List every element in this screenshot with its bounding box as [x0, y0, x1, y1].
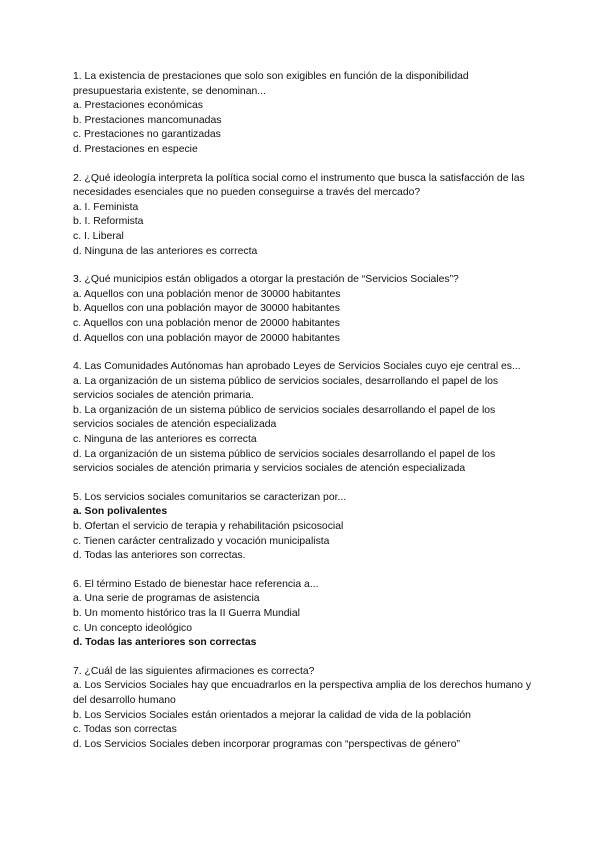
question-3 — [73, 273, 533, 346]
option-d: d. La organización de un sistema público de servicios sociales desarrollando el papel de los servicios sociales de atención primaria y servicios sociales de atención especializada — [73, 448, 496, 475]
option-b: b. Ofertan el servicio de terapia y rehabilitación psicosocial — [73, 521, 344, 533]
option-a: a. Aquellos con una población menor de 30000 habitantes — [73, 288, 341, 300]
question-stem: 2. ¿Qué ideología interpreta la política social como el instrumento que busca la satisfacción de las necesidades esenciales que no pueden conseguirse a través del mercado? — [73, 172, 525, 199]
option-d-correct: d. Todas las anteriores son correctas — [73, 637, 257, 649]
option-c: c. I. Liberal — [73, 230, 124, 242]
option-a-correct: a. Son polivalentes — [73, 506, 168, 518]
question-stem: 6. El término Estado de bienestar hace referencia a... — [73, 578, 319, 590]
option-a: a. Una serie de programas de asistencia — [73, 593, 260, 605]
question-4 — [73, 360, 533, 477]
question-stem: 5. Los servicios sociales comunitarios se caracterizan por... — [73, 491, 347, 503]
option-d: d. Los Servicios Sociales deben incorporar programas con “perspectivas de género” — [73, 738, 460, 750]
question-stem: 7. ¿Cuál de las siguientes afirmaciones es correcta? — [73, 665, 315, 677]
question-6 — [73, 578, 533, 651]
option-d: d. Todas las anteriores son correctas. — [73, 550, 246, 562]
option-d: d. Ninguna de las anteriores es correcta — [73, 245, 258, 257]
option-b: b. Un momento histórico tras la II Guerra Mundial — [73, 608, 300, 619]
question-1 — [73, 70, 533, 158]
option-d: d. Prestaciones en especie — [73, 143, 198, 155]
option-b: b. I. Reformista — [73, 216, 144, 228]
question-2 — [73, 172, 533, 260]
option-b: b. La organización de un sistema público de servicios sociales desarrollando el papel de los servicios sociales de atención especializada — [73, 404, 496, 431]
option-c: c. Tienen carácter centralizado y vocación municipalista — [73, 535, 330, 547]
option-a: a. I. Feminista — [73, 201, 139, 213]
option-a: a. Los Servicios Sociales hay que encuadrarlos en la perspectiva amplia de los derechos humano y del desarrollo humano — [73, 680, 532, 706]
option-c: c. Todas son correctas — [73, 724, 177, 736]
option-a: a. Prestaciones económicas — [73, 100, 203, 112]
question-5 — [73, 491, 533, 564]
option-c: c. Prestaciones no garantizadas — [73, 129, 221, 141]
question-stem: 3. ¿Qué municipios están obligados a otorgar la prestación de “Servicios Sociales”? — [73, 274, 459, 286]
option-d: d. Aquellos con una población mayor de 20000 habitantes — [73, 332, 340, 344]
option-c: c. Ninguna de las anteriores es correcta — [73, 434, 257, 446]
document-page — [73, 70, 533, 766]
option-c: c. Un concepto ideológico — [73, 622, 192, 634]
question-7 — [73, 665, 533, 753]
option-c: c. Aquellos con una población menor de 20000 habitantes — [73, 317, 340, 329]
option-b: b. Los Servicios Sociales están orientados a mejorar la calidad de vida de la población — [73, 709, 471, 721]
option-a: a. La organización de un sistema público de servicios sociales, desarrollando el papel de los servicios sociales de atención primaria. — [73, 375, 499, 402]
question-stem: 4. Las Comunidades Autónomas han aprobado Leyes de Servicios Sociales cuyo eje central es... — [73, 361, 521, 373]
question-stem: 1. La existencia de prestaciones que solo son exigibles en función de la disponibilidad presupuestaria existente, se denominan... — [73, 71, 469, 97]
option-b: b. Aquellos con una población mayor de 30000 habitantes — [73, 303, 340, 315]
option-b: b. Prestaciones mancomunadas — [73, 114, 222, 126]
